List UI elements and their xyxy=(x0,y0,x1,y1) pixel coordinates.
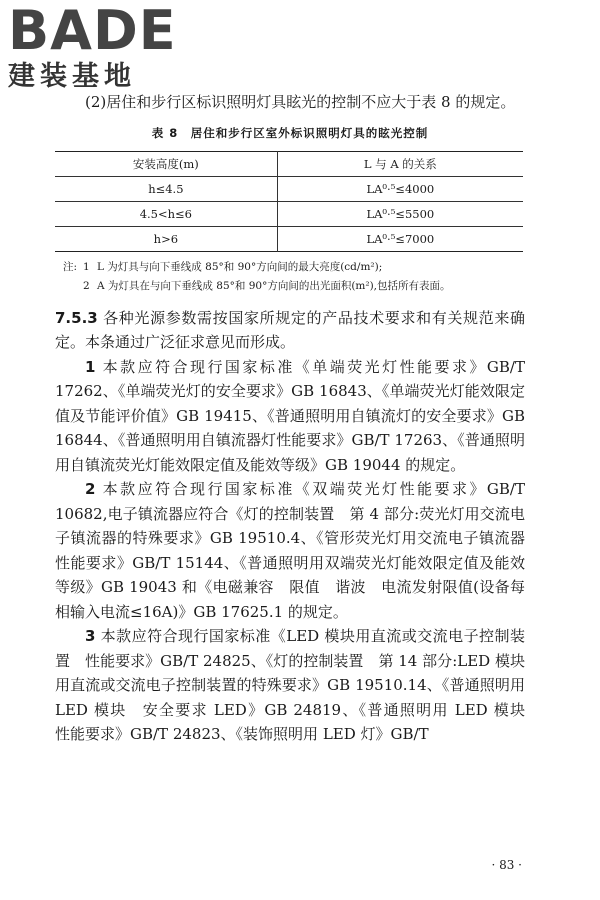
logo xyxy=(8,0,177,92)
logo-wordmark: BADE xyxy=(8,0,177,62)
note-item xyxy=(55,258,525,277)
glare-control-table xyxy=(55,151,523,252)
table-row xyxy=(55,176,523,201)
clause-text: 各种光源参数需按国家所规定的产品技术要求和有关规范来确定。本条通过广泛征求意见而形成。 xyxy=(55,308,525,351)
item-paragraph-2 xyxy=(55,477,541,624)
intro-paragraph: (2)居住和步行区标识照明灯具眩光的控制不应大于表 8 的规定。 xyxy=(85,93,516,111)
note-label: 注: xyxy=(62,260,77,273)
item-number: 1 xyxy=(85,357,96,376)
item-number: 2 xyxy=(85,480,96,498)
table-cell-relation: LA⁰·⁵≤7000 xyxy=(277,226,523,251)
table-header-height: 安装高度(m) xyxy=(55,151,277,176)
table-notes xyxy=(55,258,525,296)
note-text: A 为灯具在与向下垂线成 85°和 90°方向间的出光面积(m²),包括所有表面。 xyxy=(97,279,451,292)
table-cell-height: h≤4.5 xyxy=(55,176,277,201)
clause-paragraph xyxy=(55,306,525,355)
item-paragraph-3 xyxy=(55,624,541,747)
item-paragraph-1 xyxy=(55,355,525,478)
clause-number: 7.5.3 xyxy=(55,308,98,327)
item-number: 3 xyxy=(85,627,96,645)
note-number: 1 xyxy=(83,260,90,273)
document-body xyxy=(55,90,541,747)
table-header-row xyxy=(55,151,523,176)
table-row xyxy=(55,201,523,226)
table-row xyxy=(55,226,523,251)
note-item xyxy=(55,277,525,296)
item-text: 本款应符合现行国家标准《双端荧光灯性能要求》GB/T 10682,电子镇流器应符合《灯的控制装置 第 4 部分:荧光灯用交流电子镇流器的特殊要求》GB 19510.4、《管形荧光灯用交流电子镇流器 性能要求》GB/T 15144、《普通照明用双端荧光灯能效限定值及能效等级》GB 19043 和《电磁兼容 限值 谐波 电流发射限值(设备每相输入电流≤16A)》GB 17625.1 的规定。 xyxy=(55,480,541,621)
table-cell-relation: LA⁰·⁵≤5500 xyxy=(277,201,523,226)
logo-subtitle: 建装基地 xyxy=(8,61,136,92)
table-caption: 表 8 居住和步行区室外标识照明灯具的眩光控制 xyxy=(151,125,429,140)
table-header-relation: L 与 A 的关系 xyxy=(277,151,523,176)
item-text: 本款应符合现行国家标准《单端荧光灯性能要求》GB/T 17262、《单端荧光灯的安全要求》GB 16843、《单端荧光灯能效限定值及节能评价值》GB 19415、《普通照明用自镇流灯的安全要求》GB 16844、《普通照明用自镇流器灯性能要求》GB/T 17263、《普通照明用自镇流荧光灯能效限定值及能效等级》GB 19044 的规定。 xyxy=(55,357,525,474)
table-cell-height: h>6 xyxy=(55,226,277,251)
page-number: · 83 · xyxy=(491,858,522,872)
note-text: L 为灯具与向下垂线成 85°和 90°方向间的最大亮度(cd/m²); xyxy=(97,260,383,273)
table-cell-height: 4.5<h≤6 xyxy=(55,201,277,226)
item-text: 本款应符合现行国家标准《LED 模块用直流或交流电子控制装置 性能要求》GB/T 24825、《灯的控制装置 第 14 部分:LED 模块用直流或交流电子控制装置的特殊要求》GB 19510.14、《普通照明用 LED 模块 安全要求 LED》GB 24819、《普通照明用 LED 模块 性能要求》GB/T 24823、《装饰照明用 LED 灯》GB/T xyxy=(55,627,541,743)
table-cell-relation: LA⁰·⁵≤4000 xyxy=(277,176,523,201)
note-number: 2 xyxy=(83,279,90,292)
